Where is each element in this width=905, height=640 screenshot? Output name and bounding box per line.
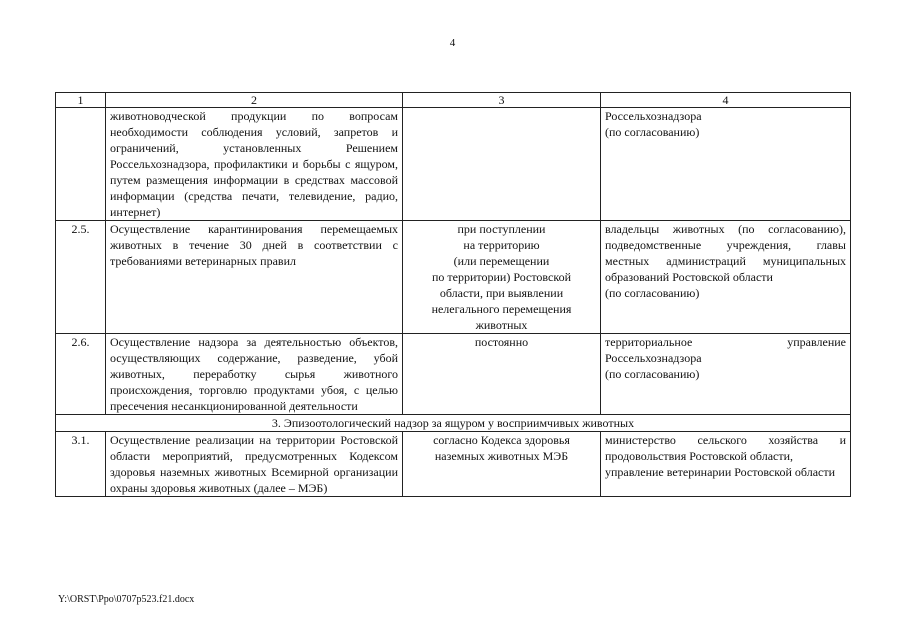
section-title: 3. Эпизоотологический надзор за ящуром у восприимчивых животных — [56, 415, 851, 432]
timing-line: животных — [475, 318, 528, 332]
timing-line: области, при выявлении — [439, 286, 564, 300]
timing-cell — [403, 334, 601, 415]
timing-line: нелегального перемещения — [431, 302, 572, 316]
responsible-line: территориальное управление Россельхознадзора — [605, 335, 846, 365]
table-header-row — [56, 93, 851, 108]
timing-line: на территорию — [463, 238, 540, 252]
responsible-line: (по согласованию) — [605, 367, 700, 381]
table-row — [56, 108, 851, 221]
header-cell-4: 4 — [601, 93, 851, 108]
header-cell-2: 2 — [106, 93, 403, 108]
section-heading-row — [56, 415, 851, 432]
responsible-cell — [601, 108, 851, 221]
responsible-line: владельцы животных (по согласованию), подведомственные учреждения, главы местных администраций муниципальных образований Ростовской области — [605, 222, 846, 284]
responsible-cell — [601, 334, 851, 415]
measures-table — [55, 92, 851, 497]
responsible-line: Россельхознадзора — [605, 109, 702, 123]
measure-description: Осуществление надзора за деятельностью объектов, осуществляющих содержание, разведение, убой животных, переработку сырья животного происхождения, торговлю продуктами убоя, с целью пресечения несанкционированной деятельности — [106, 334, 403, 415]
timing-line: по территории) Ростовской — [432, 270, 571, 284]
row-number: 3.1. — [56, 432, 106, 497]
timing-line: (или перемещении — [453, 254, 550, 268]
row-number: 2.5. — [56, 221, 106, 334]
table-row — [56, 221, 851, 334]
header-cell-1: 1 — [56, 93, 106, 108]
timing-cell — [403, 108, 601, 221]
responsible-cell — [601, 432, 851, 497]
measure-description: животноводческой продукции по вопросам необходимости соблюдения условий, запретов и ограничений, установленных Решением Россельхознадзора, профилактики и борьбы с ящуром, путем размещения информации в средствах массовой информации (средства печати, телевидение, радио, интернет) — [106, 108, 403, 221]
measure-description: Осуществление реализации на территории Ростовской области мероприятий, предусмотренных Кодексом здоровья наземных животных Всемирной организации охраны здоровья животных (далее – МЭБ) — [106, 432, 403, 497]
page-number: 4 — [449, 37, 456, 49]
row-number — [56, 108, 106, 221]
responsible-cell — [601, 221, 851, 334]
responsible-line: (по согласованию) — [605, 286, 700, 300]
responsible-line: управление ветеринарии Ростовской области — [605, 465, 836, 479]
timing-line: постоянно — [474, 335, 529, 349]
responsible-line: (по согласованию) — [605, 125, 700, 139]
timing-cell — [403, 432, 601, 497]
timing-line: наземных животных МЭБ — [434, 449, 569, 463]
timing-line: при поступлении — [457, 222, 546, 236]
responsible-line: министерство сельского хозяйства и продовольствия Ростовской области, — [605, 433, 846, 463]
table-row — [56, 432, 851, 497]
row-number: 2.6. — [56, 334, 106, 415]
header-cell-3: 3 — [403, 93, 601, 108]
timing-line: согласно Кодекса здоровья — [433, 433, 570, 447]
table-row — [56, 334, 851, 415]
timing-cell — [403, 221, 601, 334]
file-path-footer: Y:\ORST\Ppo\0707p523.f21.docx — [58, 594, 195, 605]
measure-description: Осуществление карантинирования перемещаемых животных в течение 30 дней в соответствии с требованиями ветеринарных правил — [106, 221, 403, 334]
